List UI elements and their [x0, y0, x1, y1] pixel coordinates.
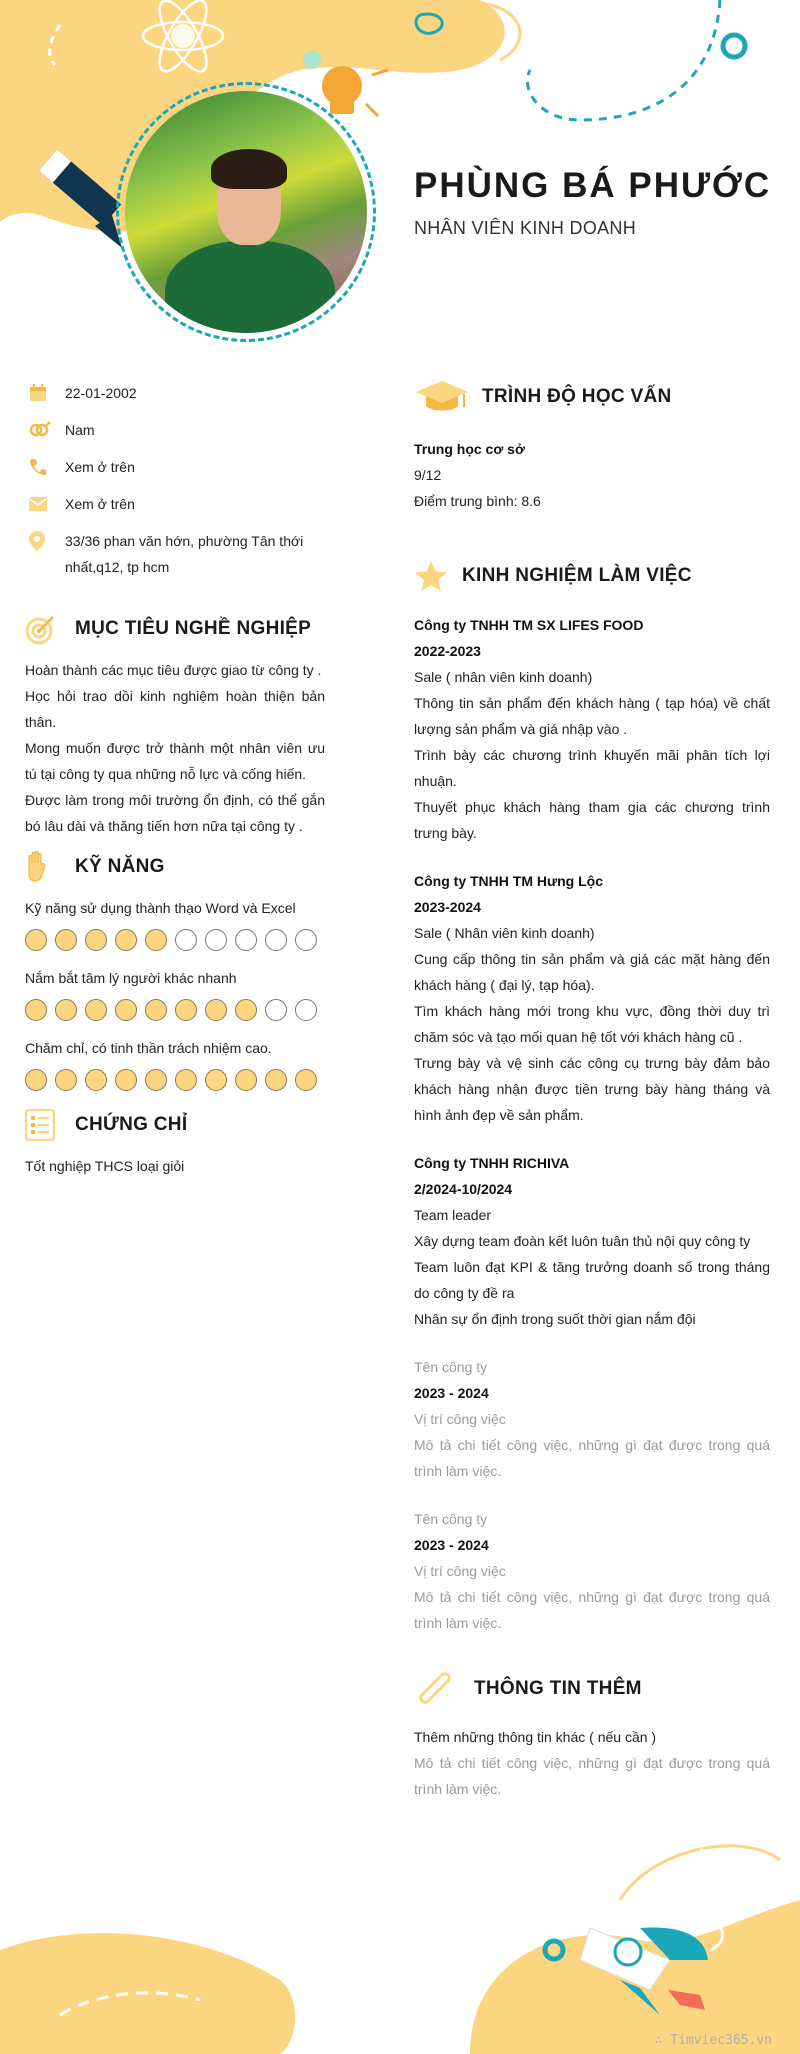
objective-heading	[25, 609, 325, 649]
extra-heading-text: THÔNG TIN THÊM	[474, 1678, 642, 1699]
candidate-title: NHÂN VIÊN KINH DOANH	[414, 218, 637, 238]
certificates-heading-text: CHỨNG CHỈ	[75, 1114, 188, 1135]
rating-dot-empty	[295, 929, 317, 951]
experience-role: Sale ( nhân viên kinh doanh)	[414, 669, 593, 685]
placeholder-details: Mô tả chi tiết công việc, những gì đạt được trong quá trình làm việc.	[414, 1589, 770, 1631]
experience-detail: Team luôn đạt KPI & tăng trưởng doanh số trong tháng do công ty đề ra	[414, 1259, 770, 1301]
rating-dot-filled	[25, 1069, 47, 1091]
avatar	[125, 91, 367, 333]
rating-dot-filled	[55, 1069, 77, 1091]
rating-dot-filled	[85, 1069, 107, 1091]
certificate-text: Tốt nghiệp THCS loại giỏi	[25, 1158, 185, 1174]
experience-placeholder	[414, 1506, 770, 1636]
rating-dot-filled	[235, 999, 257, 1021]
rating-dot-empty	[295, 999, 317, 1021]
experience-period: 2023-2024	[414, 899, 481, 915]
experience-detail: Thuyết phục khách hàng tham gia các chương trình trưng bày.	[414, 799, 770, 841]
rating-dot-empty	[205, 929, 227, 951]
placeholder-period: 2023 - 2024	[414, 1385, 489, 1401]
paperclip-icon	[414, 1669, 474, 1709]
contact-gender	[25, 417, 325, 443]
footer-decoration	[0, 1810, 800, 2054]
rating-dot-empty	[265, 999, 287, 1021]
extra-placeholder: Mô tả chi tiết công việc, những gì đạt được trong quá trình làm việc.	[414, 1755, 770, 1797]
rating-dot-filled	[25, 999, 47, 1021]
contact-phone-text: Xem ở trên	[65, 459, 135, 475]
experience-item	[414, 612, 770, 846]
objective-line: Mong muốn được trở thành một nhân viên ưu tú tại công ty qua những nỗ lực và cống hiến.	[25, 740, 325, 782]
experience-list	[414, 612, 770, 1636]
experience-company: Công ty TNHH TM Hưng Lộc	[414, 873, 603, 889]
education-heading	[414, 372, 770, 422]
objective-line: Được làm trong môi trường ổn định, có thể gắn bó lâu dài và thăng tiến hơn nữa tại công ty .	[25, 792, 325, 834]
rating-dot-filled	[85, 999, 107, 1021]
skills-list	[25, 895, 325, 1091]
experience-period: 2/2024-10/2024	[414, 1181, 513, 1197]
skill-rating	[25, 999, 325, 1021]
location-icon	[25, 528, 65, 554]
experience-item	[414, 1150, 770, 1332]
experience-company: Công ty TNHH TM SX LIFES FOOD	[414, 617, 644, 633]
rating-dot-filled	[85, 929, 107, 951]
rating-dot-filled	[55, 999, 77, 1021]
placeholder-details: Mô tả chi tiết công việc, những gì đạt được trong quá trình làm việc.	[414, 1437, 770, 1479]
skill-name: Nắm bắt tâm lý người khác nhanh	[25, 970, 237, 986]
target-icon	[25, 613, 75, 645]
skill-name: Kỹ năng sử dụng thành thạo Word và Excel	[25, 900, 296, 916]
hand-icon	[25, 851, 75, 883]
objective-line: Học hỏi trao dồi kinh nghiệm hoàn thiện bản thân.	[25, 688, 325, 730]
placeholder-role: Vị trí công việc	[414, 1411, 506, 1427]
rating-dot-empty	[265, 929, 287, 951]
rating-dot-filled	[205, 999, 227, 1021]
placeholder-company: Tên công ty	[414, 1511, 488, 1527]
contact-email	[25, 491, 325, 517]
rating-dot-filled	[235, 1069, 257, 1091]
right-column	[414, 372, 770, 1802]
rating-dot-filled	[55, 929, 77, 951]
objective-line: Hoàn thành các mục tiêu được giao từ công ty .	[25, 662, 322, 678]
experience-company: Công ty TNHH RICHIVA	[414, 1155, 570, 1171]
experience-period: 2022-2023	[414, 643, 481, 659]
rating-dot-filled	[115, 929, 137, 951]
checklist-icon	[25, 1109, 75, 1141]
rating-dot-filled	[115, 999, 137, 1021]
education-score: Điểm trung bình: 8.6	[414, 493, 541, 509]
watermark: ∴ Timviec365.vn	[654, 2033, 772, 2048]
experience-role: Team leader	[414, 1207, 492, 1223]
rating-dot-filled	[145, 929, 167, 951]
skills-heading	[25, 847, 325, 887]
extra-heading	[414, 1664, 770, 1714]
experience-detail: Cung cấp thông tin sản phẩm và giá các mặt hàng đến khách hàng ( đại lý, tạp hóa).	[414, 951, 770, 993]
rating-dot-filled	[295, 1069, 317, 1091]
rating-dot-filled	[145, 999, 167, 1021]
extra-line: Thêm những thông tin khác ( nếu cần )	[414, 1729, 657, 1745]
experience-heading	[414, 554, 770, 598]
education-heading-text: TRÌNH ĐỘ HỌC VẤN	[482, 386, 672, 407]
experience-detail: Trưng bày và vệ sinh các công cụ trưng bày đảm bảo khách hàng nhận được tiền trưng bày hàng tháng và hình ảnh đẹp về sản phẩm.	[414, 1055, 770, 1123]
rating-dot-filled	[265, 1069, 287, 1091]
contact-birthday-text: 22-01-2002	[65, 385, 137, 401]
rating-dot-filled	[25, 929, 47, 951]
experience-detail: Xây dựng team đoàn kết luôn tuân thủ nội quy công ty	[414, 1233, 751, 1249]
education-grade: 9/12	[414, 467, 442, 483]
skill-name: Chăm chỉ, có tinh thần trách nhiệm cao.	[25, 1040, 272, 1056]
experience-detail: Thông tin sản phẩm đến khách hàng ( tạp hóa) về chất lượng sản phẩm và giá nhập vào .	[414, 695, 770, 737]
placeholder-company: Tên công ty	[414, 1359, 488, 1375]
email-icon	[25, 491, 65, 517]
skills-heading-text: KỸ NĂNG	[75, 856, 165, 877]
certificates-heading	[25, 1105, 325, 1145]
experience-item	[414, 868, 770, 1128]
placeholder-role: Vị trí công việc	[414, 1563, 506, 1579]
gender-icon	[25, 417, 65, 443]
star-icon	[414, 560, 462, 592]
graduation-cap-icon	[414, 379, 482, 415]
experience-detail: Nhân sự ổn định trong suốt thời gian nắm đội	[414, 1311, 696, 1327]
rating-dot-filled	[175, 1069, 197, 1091]
contact-birthday	[25, 380, 325, 406]
experience-detail: Trình bày các chương trình khuyến mãi phân tích lợi nhuận.	[414, 747, 770, 789]
experience-role: Sale ( Nhân viên kinh doanh)	[414, 925, 595, 941]
rating-dot-filled	[115, 1069, 137, 1091]
left-column	[25, 380, 325, 1179]
phone-icon	[25, 454, 65, 480]
contact-gender-text: Nam	[65, 422, 95, 438]
rating-dot-filled	[145, 1069, 167, 1091]
experience-heading-text: KINH NGHIỆM LÀM VIỆC	[462, 565, 692, 586]
calendar-icon	[25, 380, 65, 406]
rating-dot-empty	[175, 929, 197, 951]
objective-heading-text: MỤC TIÊU NGHỀ NGHIỆP	[75, 618, 312, 639]
skill-rating	[25, 929, 325, 951]
contact-address-text: 33/36 phan văn hớn, phường Tân thới nhất,q12, tp hcm	[65, 533, 304, 575]
placeholder-period: 2023 - 2024	[414, 1537, 489, 1553]
skill-rating	[25, 1069, 325, 1091]
contact-email-text: Xem ở trên	[65, 496, 135, 512]
education-school: Trung học cơ sở	[414, 441, 525, 457]
experience-placeholder	[414, 1354, 770, 1484]
experience-detail: Tìm khách hàng mới trong khu vực, đồng thời duy trì chăm sóc và tạo mối quan hệ tốt với khách hàng cũ .	[414, 1003, 770, 1045]
rating-dot-empty	[235, 929, 257, 951]
contact-address	[25, 528, 325, 580]
rating-dot-filled	[205, 1069, 227, 1091]
candidate-name: PHÙNG BÁ PHƯỚC	[414, 166, 772, 205]
contact-phone	[25, 454, 325, 480]
rating-dot-filled	[175, 999, 197, 1021]
